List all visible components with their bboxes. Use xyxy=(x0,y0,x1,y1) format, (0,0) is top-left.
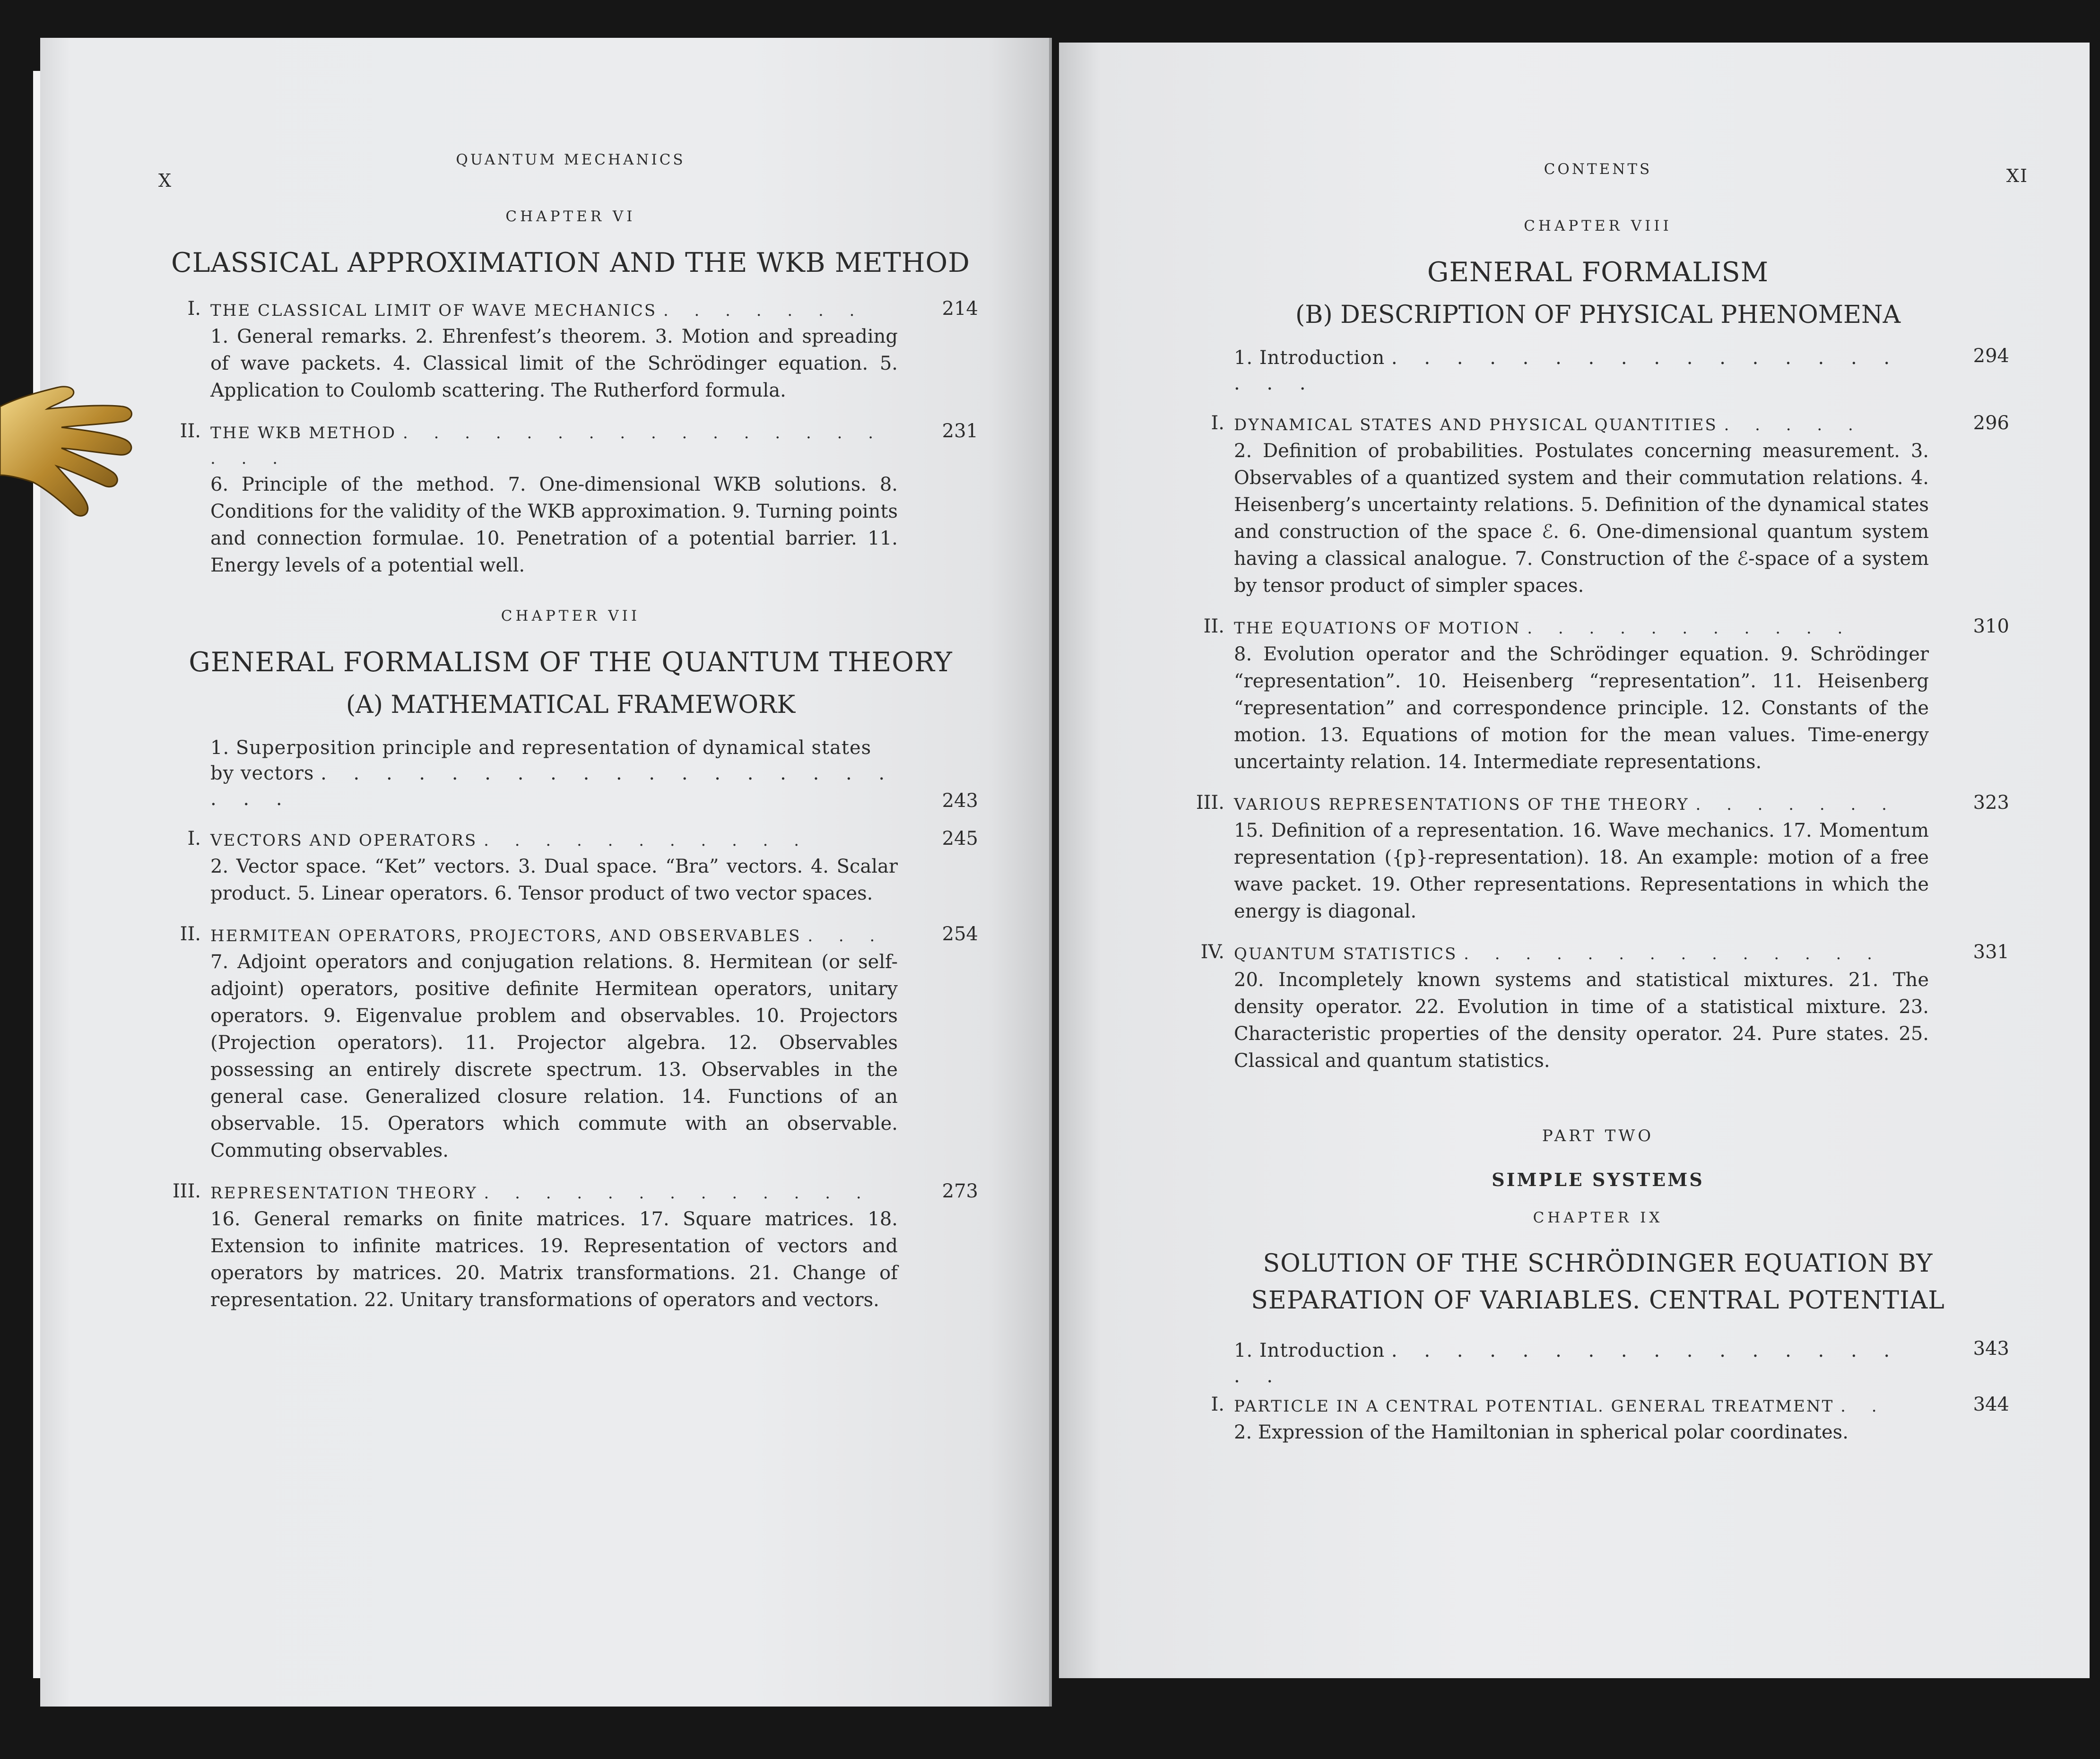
entry-body: 2. Vector space. “Ket” vectors. 3. Dual space. “Bra” vectors. 4. Scalar product. 5. Linear operators. 6. Tensor product of two vector spaces. xyxy=(210,856,898,904)
entry-page: 243 xyxy=(942,790,978,812)
entry-page: 344 xyxy=(1973,1394,2009,1415)
entry-body: 2. Expression of the Hamiltonian in spherical polar coordinates. xyxy=(1234,1421,1848,1443)
entry-page: 231 xyxy=(942,420,978,442)
entry-heading: DYNAMICAL STATES AND PHYSICAL QUANTITIES . . . . . xyxy=(1234,416,1864,434)
entry-body: 8. Evolution operator and the Schrödinger equation. 9. Schrödinger “representation”. 10. Heisenberg “representation”. 11. Heisenberg “representation” and correspondence principle. 12. Constants of the motion. 13. Equations of motion for the mean values. Time-energy uncertainty relation. 14. Intermediate representations. xyxy=(1234,643,1929,773)
entry-heading: THE CLASSICAL LIMIT OF WAVE MECHANICS . . . . . . . xyxy=(210,301,865,320)
toc-entry xyxy=(163,298,978,404)
entry-page: 245 xyxy=(942,828,978,849)
chapter-subtitle: (A) MATHEMATICAL FRAMEWORK xyxy=(346,691,796,719)
entry-heading: HERMITEAN OPERATORS, PROJECTORS, AND OBSERVABLES . . . xyxy=(210,927,885,945)
entry-heading: VECTORS AND OPERATORS . . . . . . . . . . . xyxy=(210,831,810,850)
right-running-head xyxy=(1187,161,2028,194)
chapter-title: SOLUTION OF THE SCHRÖDINGER EQUATION BY SEPARATION OF VARIABLES. CENTRAL POTENTIAL xyxy=(1251,1249,1945,1315)
entry-heading: 1. Superposition principle and representation of dynamical states by vectors . . . . . . . . . . . . . . . . . . . . . xyxy=(210,737,895,810)
entry-page: 331 xyxy=(1973,941,2009,963)
entry-heading: VARIOUS REPRESENTATIONS OF THE THEORY . . . . . . . xyxy=(1234,795,1897,814)
part-label: PART TWO xyxy=(1542,1126,1654,1145)
entry-heading: QUANTUM STATISTICS . . . . . . . . . . . . . . xyxy=(1234,944,1883,963)
entry-number: I. xyxy=(1211,1394,1224,1415)
entry-number: III. xyxy=(172,1180,201,1202)
entry-heading: 1. Introduction . . . . . . . . . . . . . . . . . . xyxy=(1234,1340,1900,1387)
toc-entry xyxy=(1187,1338,2009,1389)
toc-entry xyxy=(1187,941,2009,1074)
toc-entry xyxy=(163,828,978,907)
entry-body: 6. Principle of the method. 7. One-dimensional WKB solutions. 8. Conditions for the validity of the WKB approximation. 9. Turning points and connection formulae. 10. Penetration of a potential barrier. 11. Energy levels of a potential well. xyxy=(210,474,898,576)
left-page xyxy=(40,38,1052,1707)
toc-entry xyxy=(1187,615,2009,776)
chapter-subtitle: (B) DESCRIPTION OF PHYSICAL PHENOMENA xyxy=(1295,301,1901,329)
entry-number: II. xyxy=(180,923,201,945)
entry-page: 323 xyxy=(1973,792,2009,814)
entry-body: 20. Incompletely known systems and statistical mixtures. 21. The density operator. 22. Evolution in time of a statistical mixture. 23. Characteristic properties of the density operator. 24. Pure states. 25. Classical and quantum statistics. xyxy=(1234,969,1929,1072)
left-running-head xyxy=(158,151,978,191)
chapter-title: GENERAL FORMALISM xyxy=(1427,257,1769,288)
entry-body: 15. Definition of a representation. 16. Wave mechanics. 17. Momentum representation ({p}-representation). 18. An example: motion of a free wave packet. 19. Other representations. Representations in which the energy is diagonal. xyxy=(1234,820,1929,922)
toc-entry xyxy=(163,923,978,1164)
entry-page: 296 xyxy=(1973,412,2009,434)
toc-entry xyxy=(163,1180,978,1314)
toc-entry xyxy=(1187,345,2009,396)
entry-number: II. xyxy=(1203,615,1224,637)
chapter-label: CHAPTER VIII xyxy=(1524,217,1672,234)
entry-heading: PARTICLE IN A CENTRAL POTENTIAL. GENERAL TREATMENT . . xyxy=(1234,1397,1887,1416)
toc-entry xyxy=(163,420,978,579)
chapter-title: GENERAL FORMALISM OF THE QUANTUM THEORY xyxy=(189,647,953,678)
entry-body: 16. General remarks on finite matrices. 17. Square matrices. 18. Extension to infinite matrices. 19. Representation of vectors and operators by matrices. 20. Matrix transformations. 21. Change of representation. 22. Unitary transformations of operators and vectors. xyxy=(210,1208,898,1311)
entry-page: 273 xyxy=(942,1180,978,1202)
entry-body: 1. General remarks. 2. Ehrenfest’s theorem. 3. Motion and spreading of wave packets. 4. Classical limit of the Schrödinger equation. 5. Application to Coulomb scattering. The Rutherford formula. xyxy=(210,326,898,401)
right-page xyxy=(1059,43,2090,1678)
entry-page: 343 xyxy=(1973,1338,2009,1360)
chapter-label: CHAPTER IX xyxy=(1533,1209,1663,1226)
entry-heading: THE WKB METHOD . . . . . . . . . . . . . . . . . . . xyxy=(210,424,884,468)
entry-page: 310 xyxy=(1973,615,2009,637)
entry-body: 2. Definition of probabilities. Postulates concerning measurement. 3. Observables of a quantized system and their commutation relations. 4. Heisenberg’s uncertainty relations. 5. Definition of the dynamical states and construction of the space ℰ. 6. One-dimensional quantum system having a classical analogue. 7. Construction of the ℰ-space of a system by tensor product of simpler spaces. xyxy=(1234,440,1929,597)
brass-hand-weight xyxy=(0,378,142,548)
chapter-label: CHAPTER VI xyxy=(505,208,636,225)
part-title: SIMPLE SYSTEMS xyxy=(1492,1169,1704,1190)
chapter-title: CLASSICAL APPROXIMATION AND THE WKB METHOD xyxy=(171,247,970,278)
entry-number: I. xyxy=(187,828,201,849)
left-running-title: QUANTUM MECHANICS xyxy=(456,151,686,168)
entry-number: I. xyxy=(1211,412,1224,434)
entry-number: IV. xyxy=(1200,941,1224,963)
entry-heading: REPRESENTATION THEORY . . . . . . . . . . . . . xyxy=(210,1184,872,1203)
right-page-number: XI xyxy=(2006,165,2028,186)
entry-page: 254 xyxy=(942,923,978,945)
entry-body: 7. Adjoint operators and conjugation relations. 8. Hermitean (or self-adjoint) operators, positive definite Hermitean operators, unitary operators. 9. Eigenvalue problem and observables. 10. Projectors (Projection operators). 11. Projector algebra. 12. Observables possessing an entirely discrete spectrum. 13. Observables in the general case. Generalized closure relation. 14. Functions of an observable. 15. Operators which commute with an observable. Commuting observables. xyxy=(210,951,898,1161)
toc-entry xyxy=(1187,1394,2009,1446)
toc-entry xyxy=(1187,792,2009,925)
toc-entry xyxy=(1187,412,2009,599)
left-page-number: X xyxy=(158,170,173,191)
toc-entry xyxy=(163,735,978,812)
entry-page: 294 xyxy=(1973,345,2009,367)
entry-number: III. xyxy=(1196,792,1224,814)
entry-page: 214 xyxy=(942,298,978,320)
entry-heading: THE EQUATIONS OF MOTION . . . . . . . . . . . xyxy=(1234,619,1853,638)
entry-number: I. xyxy=(187,298,201,320)
entry-heading: 1. Introduction . . . . . . . . . . . . . . . . . . . xyxy=(1234,347,1900,394)
right-running-title: CONTENTS xyxy=(1544,161,1652,178)
entry-number: II. xyxy=(180,420,201,442)
chapter-label: CHAPTER VII xyxy=(501,607,641,624)
